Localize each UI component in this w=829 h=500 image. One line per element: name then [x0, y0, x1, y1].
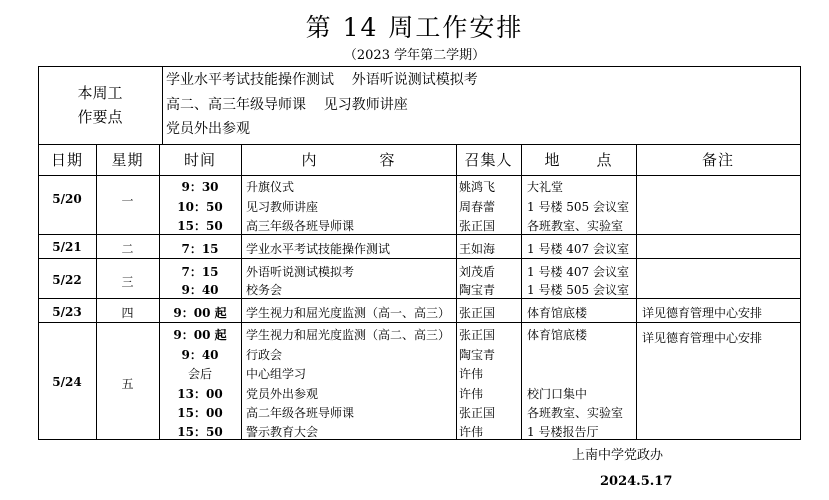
content-cell: 党员外出参观 — [246, 387, 319, 401]
weekday-cell: 五 — [121, 377, 134, 391]
convener-cell: 陶宝青 — [459, 348, 496, 362]
convener-cell: 陶宝青 — [459, 283, 496, 297]
page-title: 第 14 周工作安排 — [305, 13, 524, 42]
time-cell: 10：50 — [177, 200, 223, 214]
border-bottom — [38, 439, 801, 440]
time-cell: 9：00 起 — [173, 328, 227, 342]
place-cell: 1 号楼 407 会议室 — [527, 265, 629, 279]
summary-item: 高二、高三年级导师课 见习教师讲座 — [166, 96, 408, 113]
place-cell: 校门口集中 — [527, 387, 588, 401]
time-cell: 7：15 — [181, 242, 219, 256]
time-cell: 15：00 — [177, 406, 223, 420]
convener-cell: 周春蕾 — [459, 200, 496, 214]
row-line-day1 — [38, 234, 801, 235]
header-convener: 召集人 — [464, 151, 513, 169]
col-line-convener — [521, 144, 522, 440]
content-cell: 高三年级各班导师课 — [246, 219, 355, 233]
place-cell: 大礼堂 — [527, 180, 564, 194]
time-cell: 会后 — [187, 367, 212, 381]
convener-cell: 张正国 — [459, 328, 496, 342]
schedule-table — [38, 66, 801, 440]
summary-items — [166, 68, 478, 142]
signature-date: 2024.5.17 — [600, 474, 673, 489]
place-cell: 各班教室、实验室 — [527, 219, 624, 233]
convener-cell: 刘茂盾 — [459, 265, 496, 279]
place-cell: 各班教室、实验室 — [527, 406, 624, 420]
summary-label-line1: 本周工 — [77, 84, 123, 102]
time-cell: 9：30 — [181, 180, 219, 194]
weekday-cell: 二 — [121, 242, 134, 256]
convener-cell: 许伟 — [459, 387, 484, 401]
summary-item: 党员外出参观 — [166, 121, 250, 137]
row-line-day3 — [38, 298, 801, 299]
border-right — [800, 66, 801, 440]
date-cell: 5/24 — [52, 375, 82, 389]
header-content: 内 容 — [301, 151, 396, 169]
convener-cell: 张正国 — [459, 406, 496, 420]
convener-cell: 王如海 — [459, 242, 496, 256]
date-cell: 5/21 — [52, 240, 82, 254]
date-cell: 5/23 — [52, 305, 82, 319]
header-place: 地 点 — [544, 151, 613, 169]
header-weekday: 星期 — [111, 151, 144, 169]
content-cell: 高二年级各班导师课 — [246, 406, 355, 420]
convener-cell: 姚鸿飞 — [459, 180, 496, 194]
row-line-day4 — [38, 322, 801, 323]
time-cell: 13：00 — [177, 387, 223, 401]
place-cell: 1 号楼报告厅 — [527, 425, 599, 439]
time-cell: 9：40 — [181, 348, 219, 362]
row-line-day2 — [38, 258, 801, 259]
col-line-date — [96, 144, 97, 440]
content-cell: 学生视力和屈光度监测（高一、高三） — [246, 306, 451, 320]
time-cell: 15：50 — [177, 425, 223, 439]
content-cell: 学业水平考试技能操作测试 — [246, 242, 391, 256]
place-cell: 体育馆底楼 — [527, 328, 588, 342]
signature-office: 上南中学党政办 — [572, 448, 664, 463]
convener-cell: 许伟 — [459, 367, 484, 381]
time-cell: 15：50 — [177, 219, 223, 233]
content-cell: 中心组学习 — [246, 367, 307, 381]
remark-cell: 详见德育管理中心安排 — [642, 306, 763, 320]
summary-label-line2: 作要点 — [77, 108, 123, 126]
remark-cell: 详见德育管理中心安排 — [642, 331, 763, 345]
content-cell: 升旗仪式 — [246, 180, 295, 194]
summary-label — [38, 66, 162, 144]
date-cell: 5/20 — [52, 192, 82, 206]
header-remark: 备注 — [701, 151, 734, 169]
place-cell: 体育馆底楼 — [527, 306, 588, 320]
col-line-content — [456, 144, 457, 440]
content-cell: 校务会 — [246, 283, 283, 297]
row-line-header — [38, 175, 801, 176]
convener-cell: 许伟 — [459, 425, 484, 439]
col-line-time — [241, 144, 242, 440]
content-cell: 学生视力和屈光度监测（高二、高三） — [246, 328, 451, 342]
time-cell: 9：00 起 — [173, 306, 227, 320]
time-cell: 9：40 — [181, 283, 219, 297]
place-cell: 1 号楼 505 会议室 — [527, 200, 629, 214]
col-line-place — [636, 144, 637, 440]
convener-cell: 张正国 — [459, 219, 496, 233]
weekday-cell: 三 — [121, 275, 134, 289]
content-cell: 见习教师讲座 — [246, 200, 319, 214]
convener-cell: 张正国 — [459, 306, 496, 320]
place-cell: 1 号楼 407 会议室 — [527, 242, 629, 256]
time-cell: 7：15 — [181, 265, 219, 279]
divider-summary — [162, 66, 163, 144]
weekday-cell: 一 — [121, 194, 134, 208]
header-time: 时间 — [183, 151, 216, 169]
content-cell: 警示教育大会 — [246, 425, 319, 439]
content-cell: 外语听说测试模拟考 — [246, 265, 355, 279]
date-cell: 5/22 — [52, 273, 82, 287]
content-cell: 行政会 — [246, 348, 283, 362]
summary-item: 学业水平考试技能操作测试 外语听说测试模拟考 — [166, 72, 478, 88]
place-cell: 1 号楼 505 会议室 — [527, 283, 629, 297]
header-date: 日期 — [50, 151, 83, 169]
weekday-cell: 四 — [121, 306, 134, 320]
page-subtitle: （2023 学年第二学期） — [343, 48, 486, 63]
